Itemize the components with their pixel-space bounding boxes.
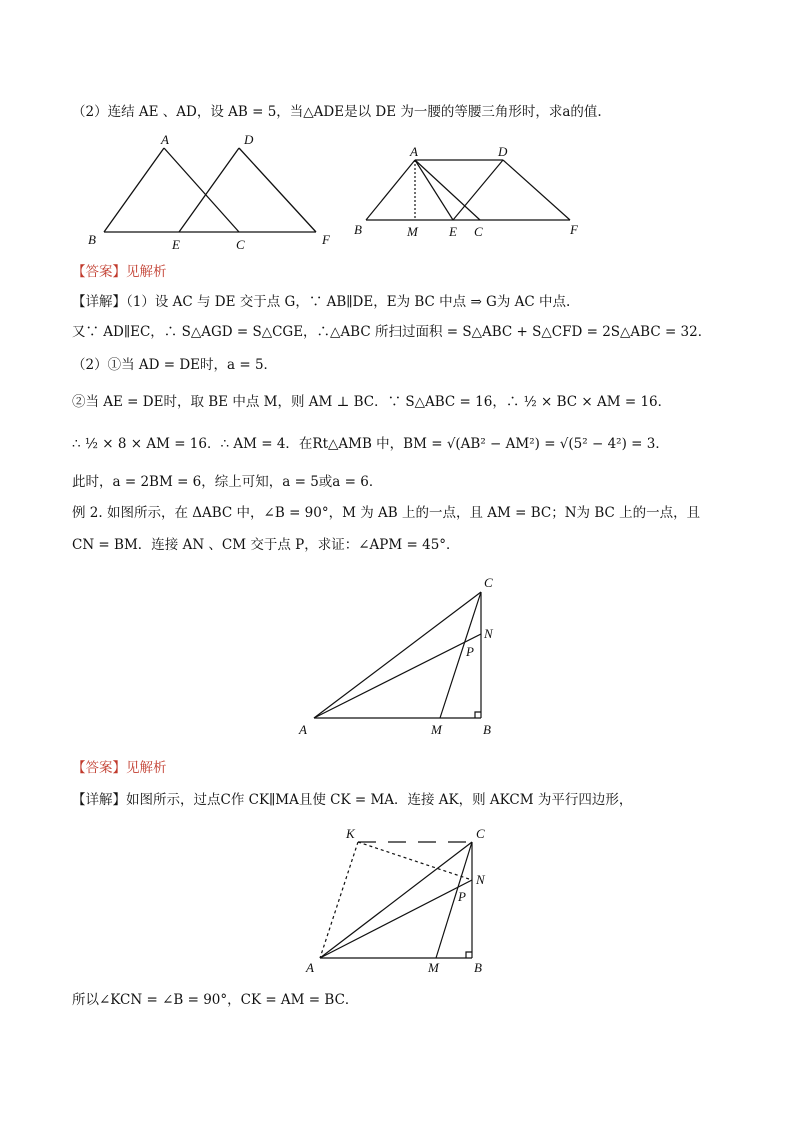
solution-line-4: ②当 AE = DE时，取 BE 中点 M，则 AM ⊥ BC．∵ S△ABC = 16，∴ ½ × BC × AM = 16． xyxy=(72,394,672,410)
edge-ac xyxy=(320,842,472,958)
example-2-line-2: CN = BM．连接 AN 、CM 交于点 P，求证：∠APM = 45°． xyxy=(72,537,460,553)
label-n: N xyxy=(476,872,485,887)
label-b: B xyxy=(474,960,482,975)
label-p: P xyxy=(466,644,474,659)
segment-an xyxy=(320,880,472,958)
edge-df xyxy=(503,160,570,220)
label-b: B xyxy=(354,222,362,237)
label-c: C xyxy=(476,826,485,841)
solution-2-line-1: 【详解】如图所示，过点C作 CK∥MA且使 CK = MA．连接 AK，则 AKCM 为平行四边形， xyxy=(72,792,633,808)
edge-ab xyxy=(366,160,415,220)
segment-cm xyxy=(440,592,481,718)
label-c: C xyxy=(484,575,493,590)
right-angle-mark xyxy=(466,952,472,958)
answer-label-2: 【答案】见解析 xyxy=(72,760,167,776)
label-m: M xyxy=(431,722,442,737)
label-c: C xyxy=(236,237,245,252)
solution-line-2: 又∵ AD∥EC，∴ S△AGD = S△CGE，∴△ABC 所扫过面积 = S△ABC + S△CFD = 2S△ABC = 32． xyxy=(72,324,712,340)
figure-right-triangle xyxy=(294,572,514,746)
figure-1-svg xyxy=(84,128,344,253)
figure-2-svg xyxy=(348,138,588,248)
figure-trapezoid xyxy=(348,138,588,252)
label-a: A xyxy=(299,722,307,737)
label-a: A xyxy=(410,144,418,159)
label-m: M xyxy=(428,960,439,975)
solution-line-3: （2）①当 AD = DE时，a = 5． xyxy=(72,357,278,373)
label-f: F xyxy=(570,222,578,237)
solution-line-6: 此时，a = 2BM = 6，综上可知，a = 5或a = 6． xyxy=(72,474,383,490)
figure-parallelogram xyxy=(298,822,508,981)
label-d: D xyxy=(244,132,254,147)
segment-an xyxy=(314,634,481,718)
label-d: D xyxy=(498,144,508,159)
solution-line-5: ∴ ½ × 8 × AM = 16．∴ AM = 4．在Rt△AMB 中，BM = √(AB² − AM²) = √(5² − 4²) = 3． xyxy=(72,436,669,452)
question-part-2: （2）连结 AE 、AD，设 AB = 5，当△ADE是以 DE 为一腰的等腰三角形时，求a的值. xyxy=(72,104,602,120)
segment-ak xyxy=(320,842,358,958)
segment-cm xyxy=(436,842,472,958)
figure-triangles-abc-def xyxy=(84,128,344,257)
figure-4-svg xyxy=(298,822,508,977)
example-2-line-1: 例 2. 如图所示，在 ΔABC 中，∠B = 90°，M 为 AB 上的一点，且 AM = BC；N为 BC 上的一点，且 xyxy=(72,505,701,521)
edge-ac xyxy=(164,148,239,232)
solution-2-line-2: 所以∠KCN = ∠B = 90°，CK = AM = BC． xyxy=(72,992,359,1008)
label-b: B xyxy=(483,722,491,737)
label-a: A xyxy=(161,132,169,147)
right-angle-mark xyxy=(475,712,481,718)
edge-ab xyxy=(104,148,164,232)
edge-de xyxy=(453,160,503,220)
label-e: E xyxy=(172,237,180,252)
label-k: K xyxy=(346,826,355,841)
segment-kn xyxy=(358,842,472,880)
label-b: B xyxy=(88,232,96,247)
edge-ac xyxy=(314,592,481,718)
label-e: E xyxy=(449,224,457,239)
edge-ed xyxy=(179,148,239,232)
answer-label-1: 【答案】见解析 xyxy=(72,264,167,280)
label-f: F xyxy=(322,232,330,247)
label-c: C xyxy=(474,224,483,239)
label-m: M xyxy=(407,224,418,239)
label-a: A xyxy=(306,960,314,975)
figure-3-svg xyxy=(294,572,514,742)
edge-df xyxy=(239,148,316,232)
solution-line-1: 【详解】（1）设 AC 与 DE 交于点 G，∵ AB∥DE，E为 BC 中点 ⇒ G为 AC 中点. xyxy=(72,294,571,310)
label-p: P xyxy=(458,889,466,904)
label-n: N xyxy=(484,626,493,641)
